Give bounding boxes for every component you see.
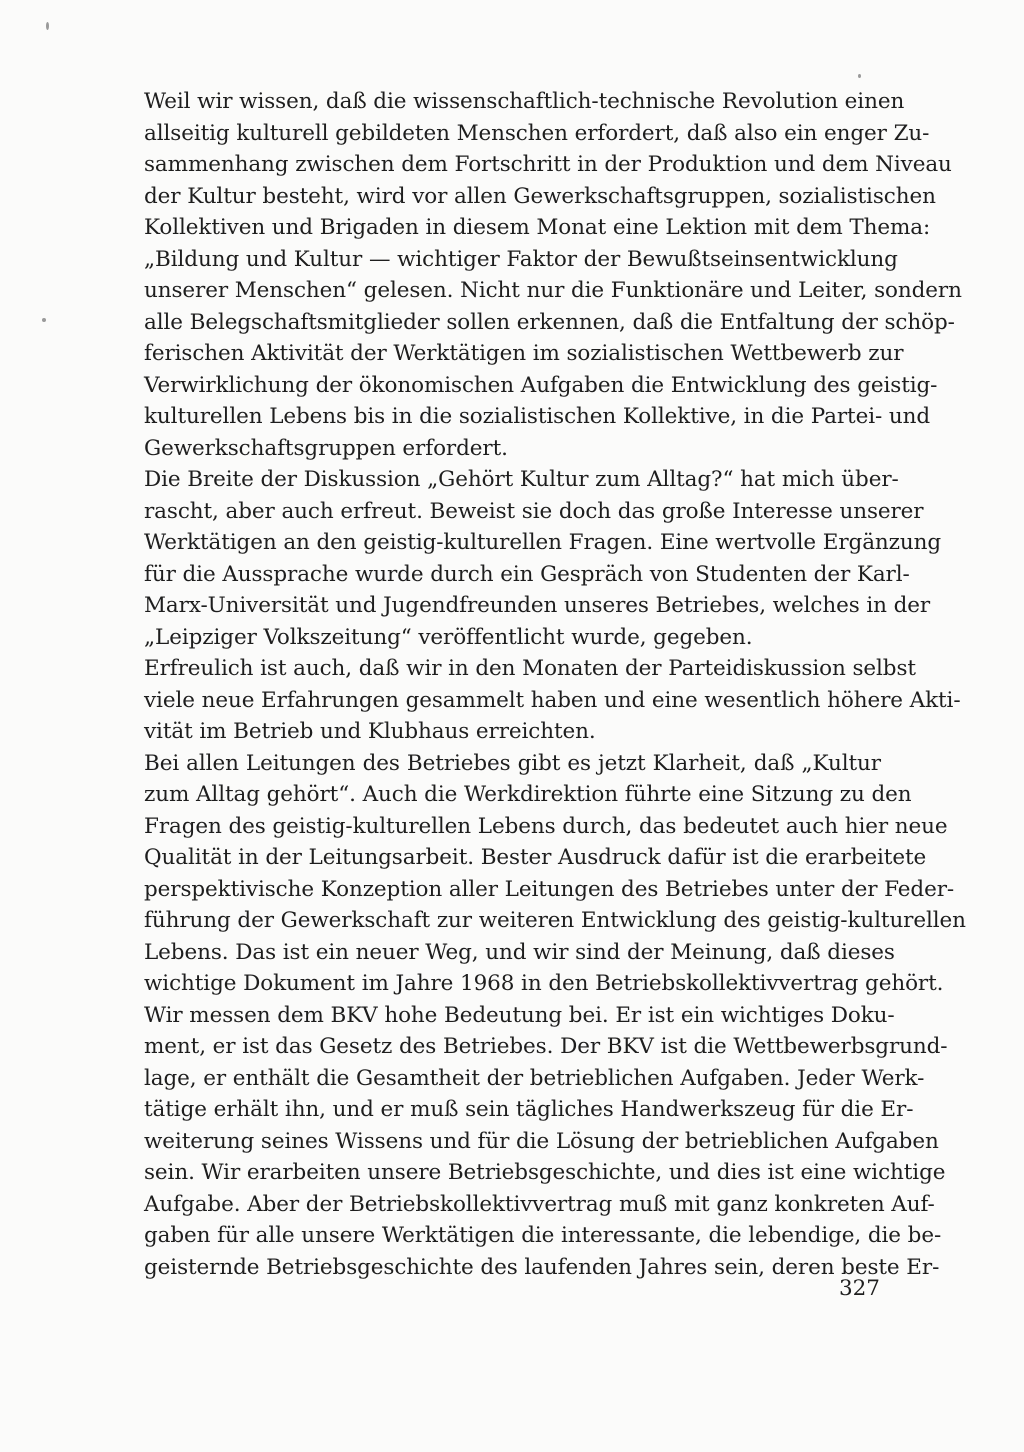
text-line: Bei allen Leitungen des Betriebes gibt es jetzt Klarheit, daß „Kultur [144, 750, 881, 776]
text-line: Lebens. Das ist ein neuer Weg, und wir sind der Meinung, daß dieses [144, 939, 895, 965]
text-line: Gewerkschaftsgruppen erfordert. [144, 435, 508, 461]
text-line: führung der Gewerkschaft zur weiteren Entwicklung des geistig-kulturellen [144, 908, 966, 933]
text-line: alle Belegschaftsmitglieder sollen erkennen, daß die Entfaltung der schöp- [144, 309, 955, 335]
text-line: Erfreulich ist auch, daß wir in den Monaten der Parteidiskussion selbst [144, 656, 916, 681]
text-line: „Bildung und Kultur — wichtiger Faktor der Bewußtseinsentwicklung [144, 246, 898, 272]
text-line: Die Breite der Diskussion „Gehört Kultur zum Alltag?“ hat mich über- [144, 467, 899, 492]
text-line: sammenhang zwischen dem Fortschritt in der Produktion und dem Niveau [144, 152, 952, 177]
scan-speck [858, 74, 861, 78]
text-line: sein. Wir erarbeiten unsere Betriebsgeschichte, und dies ist eine wichtige [144, 1160, 946, 1185]
text-line: Marx-Universität und Jugendfreunden unseres Betriebes, welches in der [144, 593, 931, 618]
text-line: Qualität in der Leitungsarbeit. Bester Ausdruck dafür ist die erarbeitete [144, 845, 927, 870]
text-line: Aufgabe. Aber der Betriebskollektivvertrag muß mit ganz konkreten Auf- [144, 1191, 935, 1217]
text-line: wichtige Dokument im Jahre 1968 in den Betriebskollektivvertrag gehört. [144, 971, 944, 996]
scan-speck [42, 318, 46, 322]
paragraph [144, 86, 962, 464]
scan-speck [46, 22, 49, 30]
text-line: Kollektiven und Brigaden in diesem Monat eine Lektion mit dem Thema: [144, 215, 931, 240]
text-line: Weil wir wissen, daß die wissenschaftlich-technische Revolution einen [144, 89, 905, 114]
text-line: kulturellen Lebens bis in die sozialistischen Kollektive, in die Partei- und [144, 404, 931, 429]
text-line: weiterung seines Wissens und für die Lösung der betrieblichen Aufgaben [144, 1128, 939, 1154]
text-line: unserer Menschen“ gelesen. Nicht nur die Funktionäre und Leiter, sondern [144, 278, 962, 303]
page-number: 327 [838, 1276, 880, 1301]
text-line: allseitig kulturell gebildeten Menschen erfordert, daß also ein enger Zu- [144, 120, 930, 146]
text-line: perspektivische Konzeption aller Leitungen des Betriebes unter der Feder- [144, 876, 955, 902]
text-line: vität im Betrieb und Klubhaus erreichten. [144, 719, 596, 744]
text-line: „Leipziger Volkszeitung“ veröffentlicht wurde, gegeben. [144, 624, 753, 650]
body-text [144, 86, 966, 1283]
paragraph [144, 464, 942, 653]
text-line: viele neue Erfahrungen gesammelt haben und eine wesentlich höhere Akti- [144, 687, 961, 713]
text-line: Wir messen dem BKV hohe Bedeutung bei. Er ist ein wichtiges Doku- [144, 1002, 895, 1028]
paragraph [144, 653, 961, 748]
text-line: Werktätigen an den geistig-kulturellen Fragen. Eine wertvolle Ergänzung [144, 530, 942, 555]
text-line: gaben für alle unsere Werktätigen die interessante, die lebendige, die be- [144, 1223, 942, 1248]
text-line: tätige erhält ihn, und er muß sein tägliches Handwerkszeug für die Er- [144, 1097, 914, 1122]
text-line: Verwirklichung der ökonomischen Aufgaben die Entwicklung des geistig- [144, 372, 938, 398]
text-line: lage, er enthält die Gesamtheit der betrieblichen Aufgaben. Jeder Werk- [144, 1065, 925, 1091]
text-line: für die Aussprache wurde durch ein Gespräch von Studenten der Karl- [144, 561, 910, 587]
paragraph [144, 748, 966, 1284]
text-line: rascht, aber auch erfreut. Beweist sie doch das große Interesse unserer [144, 498, 924, 524]
text-line: der Kultur besteht, wird vor allen Gewerkschaftsgruppen, sozialistischen [144, 183, 936, 209]
text-line: ferischen Aktivität der Werktätigen im sozialistischen Wettbewerb zur [144, 341, 904, 366]
text-line: zum Alltag gehört“. Auch die Werkdirektion führte eine Sitzung zu den [144, 782, 912, 807]
text-line: Fragen des geistig-kulturellen Lebens durch, das bedeutet auch hier neue [144, 813, 948, 839]
text-line: geisternde Betriebsgeschichte des laufenden Jahres sein, deren beste Er- [144, 1254, 940, 1280]
text-line: ment, er ist das Gesetz des Betriebes. Der BKV ist die Wettbewerbsgrund- [144, 1034, 948, 1059]
